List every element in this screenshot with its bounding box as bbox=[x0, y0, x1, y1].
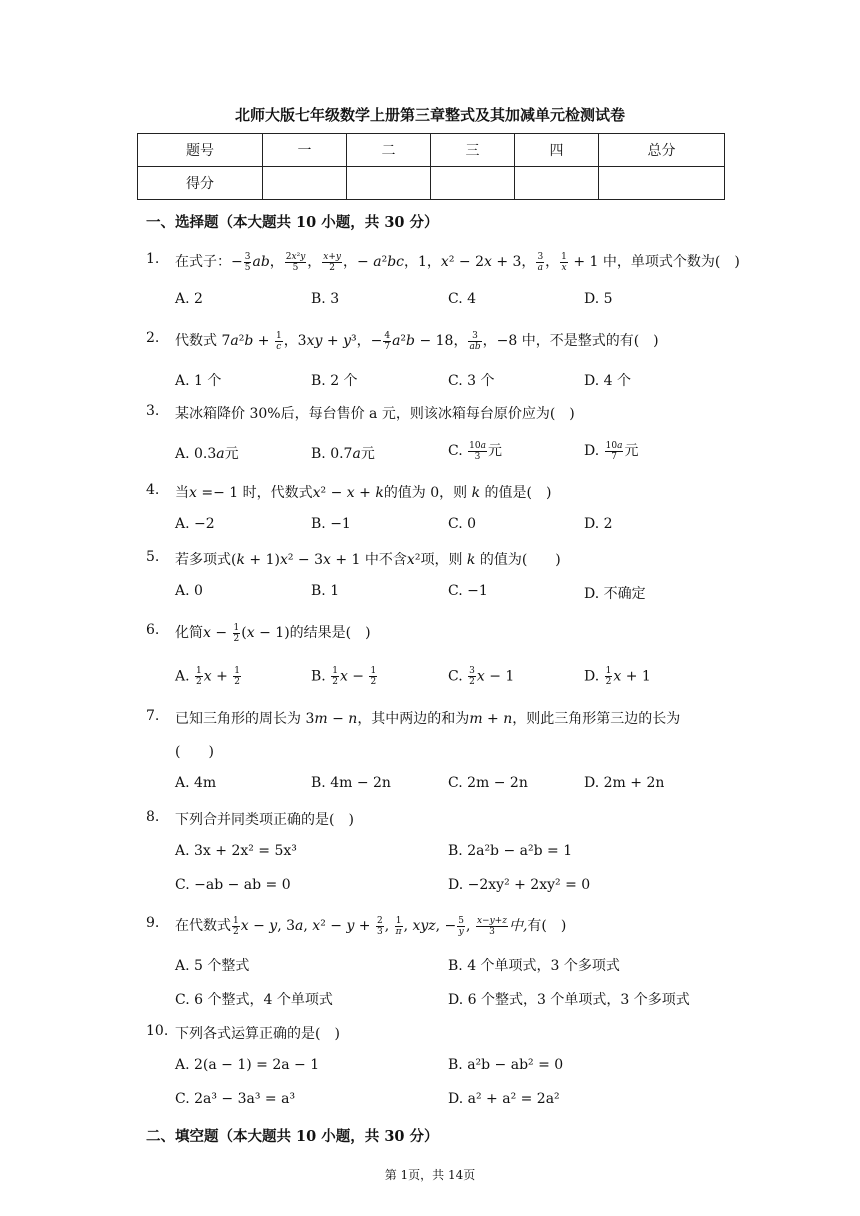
option-b: B. 2 个 bbox=[311, 373, 358, 389]
table-cell bbox=[599, 167, 725, 200]
question-number: 10. bbox=[146, 1023, 169, 1039]
table-cell: 四 bbox=[515, 134, 599, 167]
option-a: A. 2 bbox=[175, 291, 203, 307]
option-d: D. 不确定 bbox=[584, 586, 646, 602]
table-row bbox=[138, 134, 725, 167]
option-a: A. 4m bbox=[175, 775, 217, 791]
option-b: B. −1 bbox=[311, 516, 351, 532]
option-b: B. $\frac{1}{2}$ x − $\frac{1}{2}$ bbox=[311, 666, 377, 687]
option-c: C. 6 个整式，4 个单项式 bbox=[175, 992, 333, 1008]
page-footer: 第 1页，共 14页 bbox=[384, 1168, 476, 1182]
option-c: C. 2a³ − 3a³ = a³ bbox=[175, 1091, 296, 1107]
option-d: D. 4 个 bbox=[584, 373, 631, 389]
option-a: A. 5 个整式 bbox=[175, 958, 250, 974]
question-text: 若多项式(k + 1)x² − 3x + 1 中不含x²项，则 k 的值为( ) bbox=[175, 552, 561, 568]
option-a: A. 0.3a元 bbox=[175, 446, 239, 462]
option-d: D. 5 bbox=[584, 291, 613, 307]
option-c: C. $\frac{10a}{3}$ 元 bbox=[448, 440, 502, 462]
option-a: A. 1 个 bbox=[175, 373, 222, 389]
score-table bbox=[137, 133, 725, 200]
question-number: 6. bbox=[146, 622, 160, 638]
option-b: B. 3 bbox=[311, 291, 340, 307]
table-cell: 二 bbox=[347, 134, 431, 167]
option-b: B. 4 个单项式，3 个多项式 bbox=[448, 958, 620, 974]
question-text: 代数式 7a²b + $\frac{1}{c}$ ，3xy + y³，− $\frac{4}{7}$ a²b − 18， $\frac{3}{ab}$ ，−8 中，不是整式的有( ) bbox=[175, 330, 659, 352]
option-d: D. a² + a² = 2a² bbox=[448, 1091, 560, 1107]
option-b: B. 1 bbox=[311, 583, 340, 599]
question-text: 当x =− 1 时，代数式x² − x + k的值为 0，则 k 的值是( ) bbox=[175, 485, 552, 501]
table-row bbox=[138, 167, 725, 200]
question-text: 下列合并同类项正确的是( ) bbox=[175, 812, 354, 828]
question-text: 在代数式 $\frac{1}{2}$ x − y, 3a, x² − y + $\frac{2}{3}$ , $\frac{1}{\pi}$ , xyz, − $\frac{5}{y}$ , $\frac{x-y+z}{3}$ 中,有( ) bbox=[175, 915, 567, 937]
question-text: 已知三角形的周长为 3m − n，其中两边的和为m + n，则此三角形第三边的长为 bbox=[175, 711, 681, 727]
option-b: B. a²b − ab² = 0 bbox=[448, 1057, 564, 1073]
option-a: A. $\frac{1}{2}$ x + $\frac{1}{2}$ bbox=[175, 666, 241, 687]
option-a: A. 3x + 2x² = 5x³ bbox=[175, 843, 297, 859]
option-c: C. −ab − ab = 0 bbox=[175, 877, 291, 893]
table-cell: 题号 bbox=[138, 134, 263, 167]
option-d: D. 2m + 2n bbox=[584, 775, 665, 791]
option-b: B. 0.7a元 bbox=[311, 446, 375, 462]
question-number: 7. bbox=[146, 708, 160, 724]
question-text: 在式子：− $\frac{3}{5}$ ab， $\frac{\text{2x²y}}{5}$ ， $\frac{x+y}{2}$ ，− a²bc，1，x² − 2x + 3， $\frac{3}{a}$ ， $\frac{1}{x}$ + 1 中，单项式个数为( ) bbox=[175, 251, 740, 273]
table-cell: 得分 bbox=[138, 167, 263, 200]
option-c: C. $\frac{3}{2}$ x − 1 bbox=[448, 666, 515, 687]
option-d: D. −2xy² + 2xy² = 0 bbox=[448, 877, 591, 893]
option-a: A. 2(a − 1) = 2a − 1 bbox=[175, 1057, 320, 1073]
question-number: 9. bbox=[146, 915, 160, 931]
question-7-continuation: ( ) bbox=[175, 744, 214, 760]
option-d: D. $\frac{1}{2}$ x + 1 bbox=[584, 666, 651, 687]
question-number: 5. bbox=[146, 549, 160, 565]
table-cell: 三 bbox=[431, 134, 515, 167]
table-cell bbox=[515, 167, 599, 200]
question-number: 2. bbox=[146, 330, 160, 346]
option-b: B. 2a²b − a²b = 1 bbox=[448, 843, 573, 859]
option-c: C. 3 个 bbox=[448, 373, 495, 389]
option-c: C. −1 bbox=[448, 583, 488, 599]
table-cell: 总分 bbox=[599, 134, 725, 167]
question-text: 某冰箱降价 30%后，每台售价 a 元，则该冰箱每台原价应为( ) bbox=[175, 406, 575, 422]
section-heading-2: 二、填空题（本大题共 10 小题，共 30 分） bbox=[146, 1128, 439, 1145]
question-text: 下列各式运算正确的是( ) bbox=[175, 1026, 340, 1042]
option-c: C. 4 bbox=[448, 291, 477, 307]
question-number: 3. bbox=[146, 403, 160, 419]
option-c: C. 2m − 2n bbox=[448, 775, 528, 791]
question-number: 4. bbox=[146, 482, 160, 498]
option-a: A. 0 bbox=[175, 583, 203, 599]
question-text: 化简x − $\frac{1}{2}$ (x − 1)的结果是( ) bbox=[175, 622, 371, 644]
option-d: D. 2 bbox=[584, 516, 613, 532]
table-cell: 一 bbox=[263, 134, 347, 167]
option-d: D. 6 个整式，3 个单项式，3 个多项式 bbox=[448, 992, 690, 1008]
question-number: 8. bbox=[146, 809, 160, 825]
table-cell bbox=[347, 167, 431, 200]
option-c: C. 0 bbox=[448, 516, 477, 532]
table-cell bbox=[263, 167, 347, 200]
page-title: 北师大版七年级数学上册第三章整式及其加减单元检测试卷 bbox=[234, 106, 625, 124]
question-number: 1. bbox=[146, 251, 160, 267]
option-d: D. $\frac{10a}{7}$ 元 bbox=[584, 440, 639, 462]
option-a: A. −2 bbox=[175, 516, 215, 532]
table-cell bbox=[431, 167, 515, 200]
section-heading-1: 一、选择题（本大题共 10 小题，共 30 分） bbox=[146, 214, 439, 231]
option-b: B. 4m − 2n bbox=[311, 775, 391, 791]
